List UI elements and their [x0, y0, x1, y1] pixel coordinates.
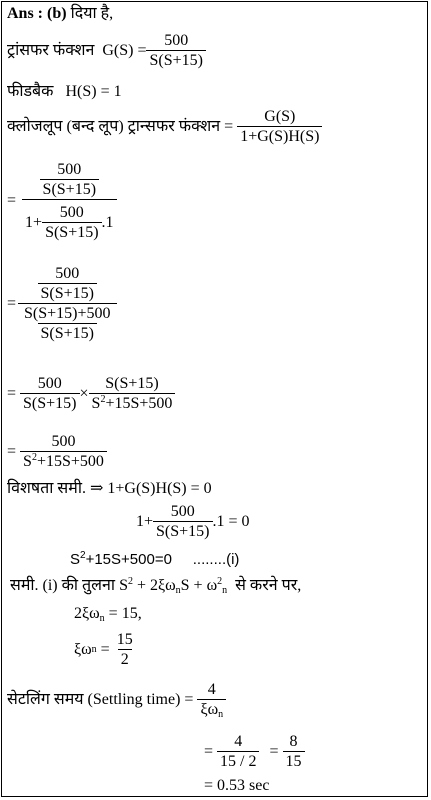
feedback-label: फीडबैक: [7, 83, 54, 100]
settling-step-numerator: 4: [234, 733, 243, 750]
step1-inner-denominator: S(S+15): [40, 179, 99, 199]
transfer-function-line: [7, 31, 206, 70]
step1-expression: [7, 160, 117, 242]
implies-arrow: ⇒: [89, 480, 104, 497]
step3-b-denominator: $S^2+15S+500$: [89, 393, 176, 413]
characteristic-label: विशषता समी.: [7, 480, 86, 497]
zeta-line-1: $2\xi\omega_n = 15$,: [74, 605, 142, 624]
step4-expression: [7, 432, 107, 471]
step2-top-denominator: S(S+15): [38, 283, 97, 303]
step1-inner-numerator: 500: [57, 161, 82, 178]
step1-den-denominator: S(S+15): [42, 222, 101, 242]
closed-loop-denominator: 1+G(S)H(S): [237, 126, 322, 146]
step1-den-suffix: .1: [101, 214, 114, 231]
step1-equals: =: [7, 192, 17, 209]
answer-box: [1, 1, 428, 797]
step3-equals: =: [7, 384, 17, 402]
given-text: दिया है,: [70, 5, 114, 22]
char2-numerator: 500: [170, 503, 195, 520]
transfer-function-fraction: [146, 31, 205, 70]
step1-fraction: [22, 160, 117, 242]
answer-header: [7, 4, 113, 24]
closed-loop-fraction: [237, 107, 322, 146]
compare-suffix: से करने पर,: [235, 577, 302, 594]
settling-step-line: = $\frac{4}{15 / 2}$ = $\frac{8}{15}$: [204, 732, 305, 771]
step1-den-numerator: 500: [59, 204, 84, 221]
step4-denominator: $S^2+15S+500$: [20, 451, 107, 471]
char2-fraction: [153, 502, 212, 541]
step1-den-prefix: 1+: [25, 214, 43, 231]
zeta-numerator: 15: [116, 631, 133, 648]
char2-prefix: 1+: [136, 512, 154, 530]
char2-suffix: .1 = 0: [212, 512, 250, 530]
step3-times: ×: [79, 384, 89, 402]
characteristic-line: [7, 479, 212, 499]
characteristic-line-2: [136, 502, 250, 541]
char2-denominator: S(S+15): [153, 521, 212, 541]
step2-top-numerator: 500: [55, 265, 80, 282]
settling-step-fraction: [217, 732, 259, 771]
step2-fraction: [18, 264, 117, 343]
step3-b-numerator: S(S+15): [105, 375, 159, 392]
step3-fraction-a: [20, 374, 79, 413]
step4-equals: =: [7, 442, 17, 460]
characteristic-equation: $S^2+15S+500=0$ ........(i): [70, 550, 240, 568]
closed-loop-label: क्लोजलूप (बन्द लूप) ट्रान्सफर फंक्शन =: [7, 117, 234, 135]
settling-fraction: [197, 680, 226, 719]
step3-a-numerator: 500: [37, 375, 62, 392]
settling-step-numerator-2: 8: [289, 733, 298, 750]
compare-prefix: समी. (i) की तुलना: [10, 577, 116, 594]
step2-top-fraction: [38, 264, 97, 303]
step3-fraction-b: [89, 374, 176, 413]
zeta-denominator: 2: [118, 649, 132, 669]
transfer-function-label: ट्रांसफर फंक्शन: [7, 41, 95, 59]
compare-line: समी. (i) की तुलना $S^2 + 2\xi\omega_nS + \omega^2_n$ से करने पर,: [10, 576, 302, 596]
step4-numerator: 500: [51, 433, 76, 450]
settling-numerator: 4: [207, 681, 216, 698]
transfer-function-denominator: S(S+15): [146, 50, 205, 70]
settling-time-line: [7, 680, 226, 719]
equation-reference: ........(i): [192, 551, 240, 568]
step2-bottom-fraction: [21, 304, 114, 343]
settling-denominator: $\xi\omega_n$: [197, 699, 226, 719]
characteristic-expression: 1+G(S)H(S) = 0: [107, 480, 212, 497]
closed-loop-numerator: G(S): [264, 108, 296, 125]
settling-time-label: सेटलिंग समय (Settling time) =: [7, 690, 194, 708]
feedback-expression: H(S) = 1: [65, 83, 122, 100]
step4-fraction: [20, 432, 107, 471]
settling-step-denominator-2: 15: [283, 751, 305, 771]
step3-expression: [7, 374, 175, 413]
answer-label: Ans : (b): [7, 5, 67, 22]
step2-expression: [7, 264, 117, 343]
step2-equals: =: [7, 294, 17, 312]
step1-inner-fraction: [40, 160, 99, 199]
settling-step-fraction-2: [283, 732, 305, 771]
zeta-fraction: [114, 630, 136, 669]
closed-loop-line: [7, 107, 322, 146]
step3-a-denominator: S(S+15): [20, 393, 79, 413]
step2-bottom-numerator: S(S+15)+500: [24, 305, 111, 322]
settling-result: = 0.53 sec: [204, 777, 270, 794]
step2-bottom-denominator: S(S+15): [38, 323, 97, 343]
step1-den-fraction: [42, 203, 101, 242]
transfer-function-lhs: G(S) =: [102, 41, 147, 59]
transfer-function-numerator: 500: [164, 32, 189, 49]
settling-step-denominator: 15 / 2: [217, 751, 259, 771]
zeta-line-2: ξω n = $\frac{15}{2}$: [74, 630, 136, 669]
feedback-line: [7, 82, 122, 102]
